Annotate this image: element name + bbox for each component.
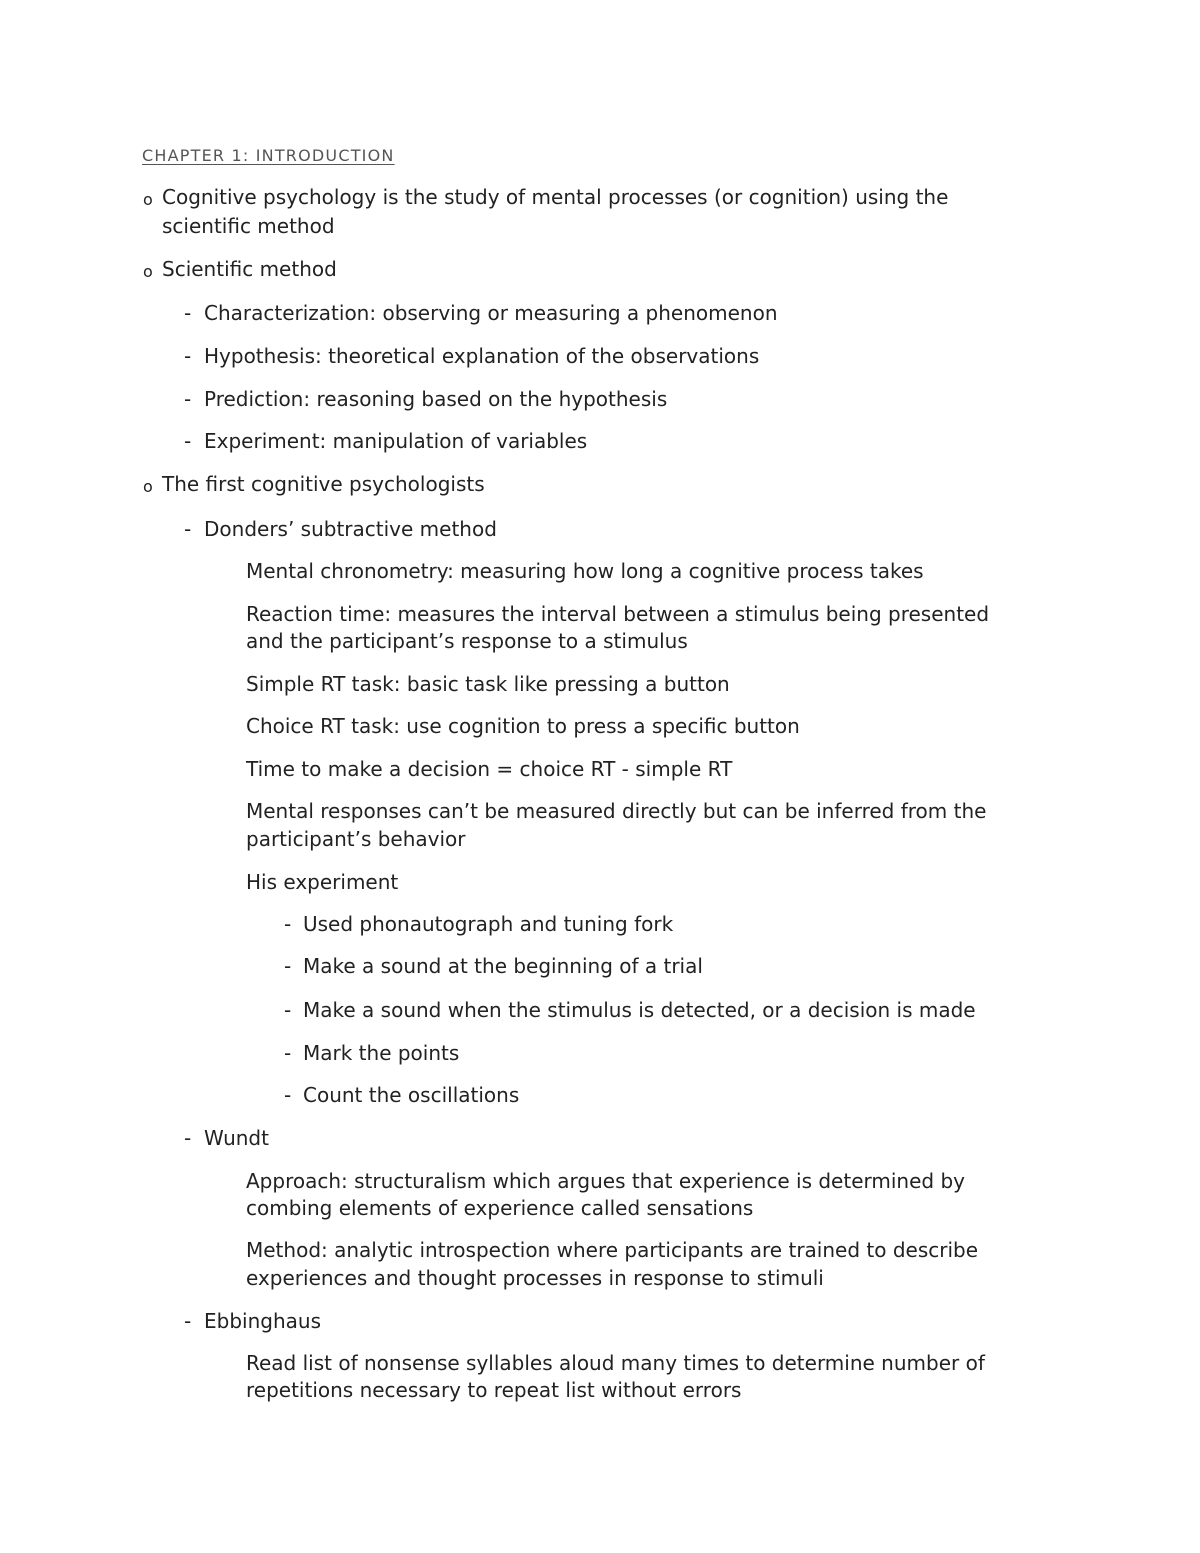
list-item-ebbinghaus: Ebbinghaus <box>204 1309 321 1333</box>
paragraph-continued: participant’s behavior <box>246 827 466 851</box>
list-item: Characterization: observing or measuring a phenomenon <box>204 301 778 325</box>
list-item: Prediction: reasoning based on the hypothesis <box>204 387 668 411</box>
list-item: Count the oscillations <box>303 1083 520 1107</box>
dash-marker: - <box>284 998 292 1022</box>
dash-marker: - <box>184 429 192 453</box>
dash-marker: - <box>184 301 192 325</box>
dash-marker: - <box>284 954 292 978</box>
bullet-marker: o <box>143 477 153 496</box>
paragraph-continued: and the participant’s response to a stimulus <box>246 629 688 653</box>
list-item: Make a sound when the stimulus is detected, or a decision is made <box>303 998 976 1022</box>
list-item: Used phonautograph and tuning fork <box>303 912 674 936</box>
dash-marker: - <box>284 1083 292 1107</box>
dash-marker: - <box>184 1309 192 1333</box>
paragraph: Mental responses can’t be measured directly but can be inferred from the <box>246 799 987 823</box>
paragraph: Method: analytic introspection where participants are trained to describe <box>246 1238 979 1262</box>
bullet-marker: o <box>143 190 153 209</box>
dash-marker: - <box>184 517 192 541</box>
paragraph: Read list of nonsense syllables aloud many times to determine number of <box>246 1351 985 1375</box>
paragraph-continued: repetitions necessary to repeat list without errors <box>246 1378 742 1402</box>
bullet-text: Cognitive psychology is the study of mental processes (or cognition) using the <box>162 185 949 209</box>
list-item: Mark the points <box>303 1041 460 1065</box>
dash-marker: - <box>284 1041 292 1065</box>
bullet-text-continued: scientific method <box>162 214 335 238</box>
list-item: Experiment: manipulation of variables <box>204 429 588 453</box>
bullet-marker: o <box>143 262 153 281</box>
paragraph-continued: experiences and thought processes in response to stimuli <box>246 1266 824 1290</box>
paragraph: Approach: structuralism which argues that experience is determined by <box>246 1169 965 1193</box>
paragraph: His experiment <box>246 870 399 894</box>
chapter-heading: CHAPTER 1: INTRODUCTION <box>142 146 395 165</box>
dash-marker: - <box>184 344 192 368</box>
paragraph: Time to make a decision = choice RT - simple RT <box>246 757 733 781</box>
dash-marker: - <box>184 1126 192 1150</box>
paragraph-continued: combing elements of experience called sensations <box>246 1196 754 1220</box>
list-item: Make a sound at the beginning of a trial <box>303 954 703 978</box>
list-item-wundt: Wundt <box>204 1126 269 1150</box>
dash-marker: - <box>284 912 292 936</box>
list-item-donders: Donders’ subtractive method <box>204 517 497 541</box>
paragraph: Simple RT task: basic task like pressing a button <box>246 672 730 696</box>
paragraph: Reaction time: measures the interval between a stimulus being presented <box>246 602 990 626</box>
bullet-text: The first cognitive psychologists <box>162 472 485 496</box>
list-item: Hypothesis: theoretical explanation of the observations <box>204 344 760 368</box>
bullet-text: Scientific method <box>162 257 337 281</box>
dash-marker: - <box>184 387 192 411</box>
paragraph: Choice RT task: use cognition to press a specific button <box>246 714 800 738</box>
paragraph: Mental chronometry: measuring how long a cognitive process takes <box>246 559 924 583</box>
